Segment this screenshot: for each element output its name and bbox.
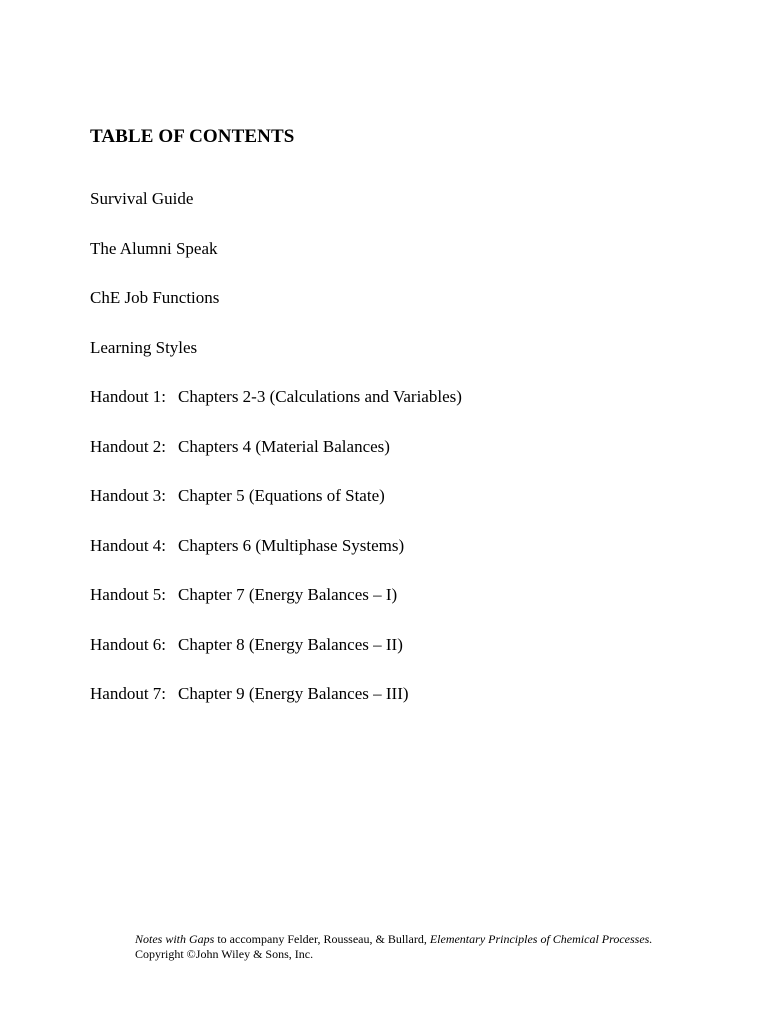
- toc-entry: [90, 238, 462, 288]
- toc-entry: [90, 337, 462, 387]
- toc-entry: [90, 485, 462, 535]
- toc-entry-text: Learning Styles: [90, 337, 198, 357]
- toc-entry: [90, 634, 462, 684]
- toc-handout-number: Handout 5:: [90, 585, 167, 604]
- toc-entry: [90, 436, 462, 486]
- toc-entry-text: Chapter 5 (Equations of State): [178, 486, 385, 505]
- toc-entry-text: The Alumni Speak: [90, 238, 218, 258]
- toc-entry: [90, 535, 462, 585]
- toc-handout-number: Handout 2:: [90, 436, 167, 456]
- footer-citation: [135, 932, 652, 947]
- toc-entry-text: Chapters 6 (Multiphase Systems): [178, 535, 405, 555]
- toc-handout-number: Handout 3:: [90, 486, 167, 505]
- toc-handout-number: Handout 4:: [90, 535, 167, 555]
- toc-entry-text: Survival Guide: [90, 189, 194, 208]
- toc-entry: [90, 683, 462, 733]
- toc-entry: [90, 188, 462, 238]
- toc-entry: [90, 584, 462, 634]
- page-title: TABLE OF CONTENTS: [90, 126, 295, 147]
- footer-notes-title: Notes with Gaps: [135, 932, 215, 946]
- toc-handout-number: Handout 6:: [90, 634, 167, 654]
- toc-entry-text: Chapters 4 (Material Balances): [178, 436, 390, 456]
- toc-entry: [90, 386, 462, 436]
- toc-handout-number: Handout 1:: [90, 387, 167, 406]
- toc-handout-number: Handout 7:: [90, 684, 167, 703]
- toc-entry-text: Chapters 2-3 (Calculations and Variables): [178, 387, 462, 406]
- footer-copyright: Copyright ©John Wiley & Sons, Inc.: [135, 947, 314, 961]
- toc-entry-text: Chapter 8 (Energy Balances – II): [178, 634, 403, 654]
- footer-citation-text: to accompany Felder, Rousseau, & Bullard,: [214, 932, 430, 946]
- toc-entry-text: Chapter 9 (Energy Balances – III): [178, 684, 409, 703]
- toc-entry-text: ChE Job Functions: [90, 288, 220, 307]
- toc-entry: [90, 287, 462, 337]
- toc-entry-text: Chapter 7 (Energy Balances – I): [178, 585, 398, 604]
- toc-list: [90, 188, 462, 733]
- footer-book-title: Elementary Principles of Chemical Processes.: [429, 932, 653, 946]
- page-footer: [135, 932, 652, 962]
